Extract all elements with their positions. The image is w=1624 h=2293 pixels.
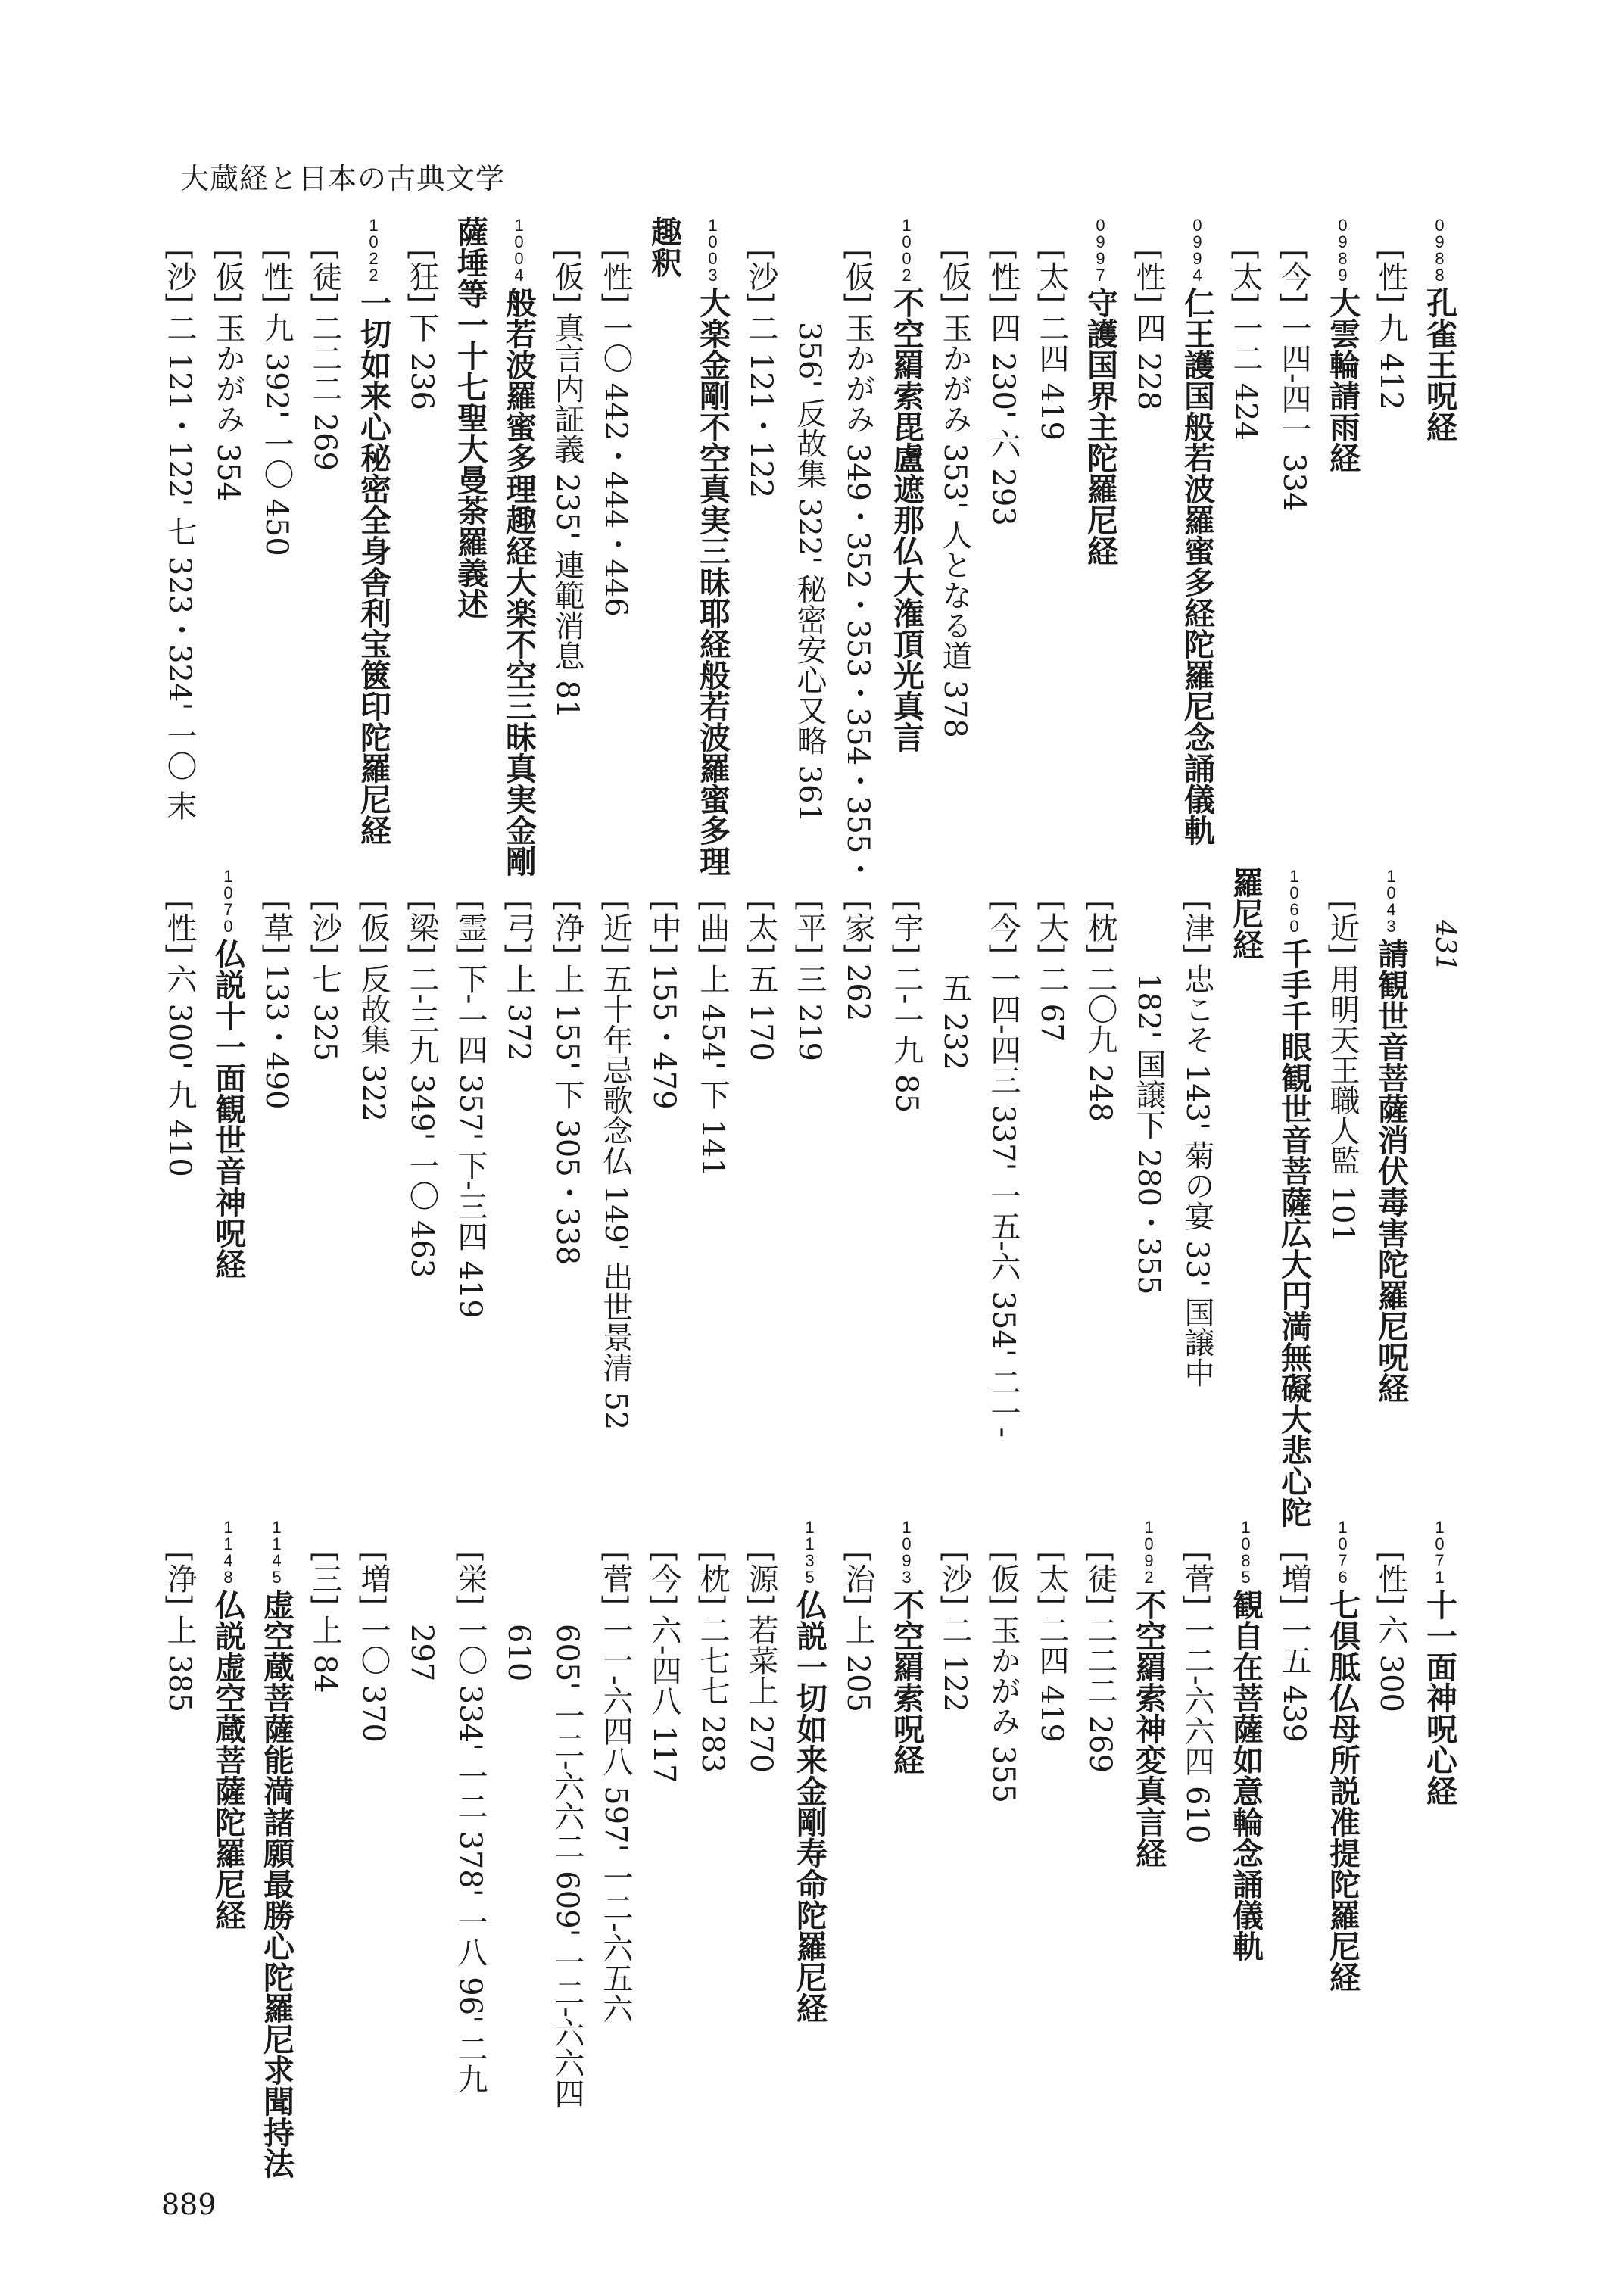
reference-line: [枕] 二七七 283 (695, 1551, 730, 1773)
index-entry (1318, 1518, 1367, 1992)
index-band-bottom (157, 1518, 1463, 2179)
entry-number: 1022 (364, 216, 383, 282)
entry-number: 1085 (1236, 1518, 1255, 1584)
index-entry (252, 1518, 301, 2179)
reference-line: [中] 155・479 (647, 900, 681, 1110)
entry-number: 0988 (1430, 216, 1449, 282)
reference-line: [今] 一四-四一 334 (1276, 249, 1311, 512)
index-entry (1270, 867, 1318, 1528)
entry-number: 1076 (1333, 1518, 1352, 1584)
reference-line: [草] 133・490 (259, 900, 294, 1110)
index-entry (494, 216, 543, 877)
entry-title: 仁王護国般若波羅蜜多経陀羅尼念誦儀軌 (1179, 287, 1215, 846)
index-entry (1173, 216, 1221, 846)
reference-line: [太] 二四 419 (1034, 249, 1069, 441)
entry-title: 大楽金剛不空真実三昧耶経般若波羅蜜多理 (694, 287, 731, 877)
column-spacer (1415, 867, 1463, 897)
entry-number: 1071 (1430, 1518, 1449, 1584)
reference-line: [枕] 二〇九 248 (1083, 900, 1117, 1122)
entry-number: 1093 (897, 1518, 916, 1584)
entry-title: 不空羂索毘盧遮那仏大潅頂光真言 (888, 287, 924, 752)
entry-number: 1004 (510, 216, 528, 282)
reference-line: [今] 六-四八 117 (647, 1551, 681, 1784)
reference-line: [沙] 七 325 (307, 900, 342, 1061)
entry-title: 趣釈 (646, 216, 682, 278)
entry-number: 0994 (1188, 216, 1207, 282)
reference-line: [菅] 一一-六四八 597' 一二-六五六 (598, 1551, 633, 2024)
index-entry (1124, 1518, 1173, 1868)
reference-line: [太] 二四 419 (1034, 1551, 1069, 1743)
reference-line: [津] 忠こそ 143' 菊の宴 33' 国譲中 (1180, 900, 1214, 1388)
entry-number: 0989 (1333, 216, 1352, 282)
reference-line: [太] 五 170 (743, 900, 778, 1061)
reference-line: [性] 四 230' 六 293 (986, 249, 1021, 526)
entry-number: 1003 (703, 216, 722, 282)
index-entry (1318, 216, 1367, 473)
reference-line: [増] 一〇 370 (356, 1551, 391, 1743)
reference-line: [大] 二 67 (1034, 900, 1069, 1042)
reference-line: [徒] 二二二 269 (1083, 1551, 1117, 1773)
reference-line: [沙] 二 121・122' 七 323・324' 一〇 末 (162, 249, 197, 821)
entry-number: 1145 (267, 1518, 286, 1584)
entry-title: 仏説一切如来金剛寿命陀羅尼経 (791, 1589, 828, 2024)
entry-title: 不空羂索神変真言経 (1130, 1589, 1167, 1868)
reference-continuation: 五 232 (937, 973, 972, 1071)
reference-line: [近] 用明天王職人監 101 (1325, 900, 1360, 1243)
entry-title: 孔雀王呪経 (1421, 287, 1457, 442)
index-band-top (157, 216, 1463, 884)
entry-title: 仏説十一面観世音神呪経 (210, 938, 246, 1279)
index-entry (1221, 867, 1270, 960)
reference-line: [仮] 反故集 322 (356, 900, 391, 1122)
reference-continuation: 605' 一二-六六二 609' 一二-六六四 (550, 1624, 584, 2108)
reference-line: [性] 九 412 (1373, 249, 1408, 410)
entry-number: 1060 (1285, 867, 1304, 933)
reference-line: [平] 三 219 (792, 900, 827, 1061)
entry-number: 1092 (1139, 1518, 1158, 1584)
entry-title: 般若波羅蜜多理趣経大楽不空三昧真実金剛 (500, 287, 537, 877)
reference-line: [今] 一四-四三 337' 一五-六 354' 二一- (986, 900, 1021, 1438)
reference-line: [曲] 上 454' 下 141 (695, 900, 730, 1177)
reference-line: [増] 一五 439 (1276, 1551, 1311, 1743)
entry-number: 1070 (219, 867, 238, 933)
reference-line: [性] 六 300 (1373, 1551, 1408, 1712)
index-entry (882, 1518, 930, 1775)
index-entry (640, 216, 688, 278)
running-header: 大蔵経と日本の古典文学 (180, 162, 506, 195)
entry-title: 仏説虚空蔵菩薩陀羅尼経 (210, 1589, 246, 1930)
reference-line: [治] 上 205 (840, 1551, 875, 1712)
index-entry (1367, 867, 1415, 1404)
reference-line: [仮] 玉かがみ 355 (986, 1551, 1021, 1803)
entry-title: 羅尼経 (1227, 867, 1264, 960)
reference-line: [浄] 上 385 (162, 1551, 197, 1712)
entry-title: 観自在菩薩如意輪念誦儀軌 (1227, 1589, 1264, 1961)
column-marker: 431 (1429, 920, 1460, 972)
reference-continuation: 182' 国譲下 280・355 (1131, 973, 1166, 1295)
reference-line: [浄] 上 155' 下 305・338 (550, 900, 584, 1266)
index-entry (688, 216, 737, 877)
entry-title: 千手千眼観世音菩薩広大円満無礙大悲心陀 (1276, 938, 1312, 1528)
reference-line: [家] 262 (840, 900, 875, 1022)
index-entry (204, 1518, 252, 1930)
reference-line: [菅] 一二-六六四 610 (1180, 1551, 1214, 1844)
reference-line: [沙] 二 122 (937, 1551, 972, 1712)
entry-number: 1043 (1382, 867, 1401, 933)
entry-title: 薩埵等一十七聖大曼荼羅義述 (452, 216, 488, 619)
entry-title: 十一面神呪心経 (1421, 1589, 1457, 1806)
entry-title: 請観世音菩薩消伏毒害陀羅尼呪経 (1373, 938, 1409, 1404)
reference-line: [霊] 下-一四 357' 下-三四 419 (453, 900, 488, 1319)
reference-line: [仮] 玉かがみ 354 (210, 249, 245, 501)
reference-line: [弓] 上 372 (501, 900, 536, 1061)
entry-title: 不空羂索呪経 (888, 1589, 924, 1775)
reference-line: [三] 上 84 (307, 1551, 342, 1693)
reference-line: [性] 九 392' 一〇 450 (259, 249, 294, 556)
index-entry (1076, 216, 1124, 566)
reference-line: [近] 五十年忌歌念仏 149' 出世景清 52 (598, 900, 633, 1431)
entry-title: 大雲輪請雨経 (1324, 287, 1361, 473)
entry-title: 七倶胝仏母所説准提陀羅尼経 (1324, 1589, 1361, 1992)
entry-number: 1002 (897, 216, 916, 282)
reference-line: [沙] 二 121・122 (743, 249, 778, 499)
reference-line: [仮] 玉かがみ 353' 人となる道 378 (937, 249, 972, 738)
reference-line: [梁] 二-三九 349' 一〇 463 (404, 900, 439, 1279)
reference-line: [性] 六 300' 九 410 (162, 900, 197, 1177)
entry-number: 0997 (1091, 216, 1110, 282)
index-entry (1415, 1518, 1463, 1806)
reference-line: [性] 一〇 442・444・446 (598, 249, 633, 617)
entry-title: 一切如来心秘密全身舎利宝篋印陀羅尼経 (355, 287, 391, 846)
reference-continuation: 297 (404, 1624, 439, 1682)
index-entry (882, 216, 930, 752)
reference-line: [栄] 一〇 334' 一二 378' 一八 96' 二九 (453, 1551, 488, 2094)
index-entry (785, 1518, 834, 2024)
index-entry (349, 216, 397, 846)
reference-line: [仮] 真言内証義 235' 連範消息 81 (550, 249, 584, 719)
index-entry (204, 867, 252, 1279)
reference-line: [性] 四 228 (1131, 249, 1166, 410)
reference-line: [狂] 下 236 (404, 249, 439, 410)
entry-number: 1135 (800, 1518, 819, 1584)
reference-line: [源] 若菜上 270 (743, 1551, 778, 1773)
index-entry (446, 216, 494, 619)
entry-title: 守護国界主陀羅尼経 (1082, 287, 1118, 566)
index-entry (1415, 216, 1463, 442)
reference-line: [太] 一二 424 (1228, 249, 1263, 441)
reference-line: [宇] 二-一九 85 (889, 900, 924, 1114)
reference-line: [徒] 二二二 269 (307, 249, 342, 471)
entry-number: 1148 (219, 1518, 238, 1584)
reference-continuation: 610 (501, 1624, 536, 1682)
entry-title: 虚空蔵菩薩能満諸願最勝心陀羅尼求聞持法 (258, 1589, 295, 2179)
index-entry (1221, 1518, 1270, 1961)
index-band-middle (157, 867, 1463, 1528)
reference-line: [仮] 玉かがみ 349・352・353・354・355・ (840, 249, 875, 884)
page-number: 889 (161, 2188, 217, 2221)
reference-continuation: 356' 反故集 322' 秘密安心又略 361 (792, 322, 827, 823)
